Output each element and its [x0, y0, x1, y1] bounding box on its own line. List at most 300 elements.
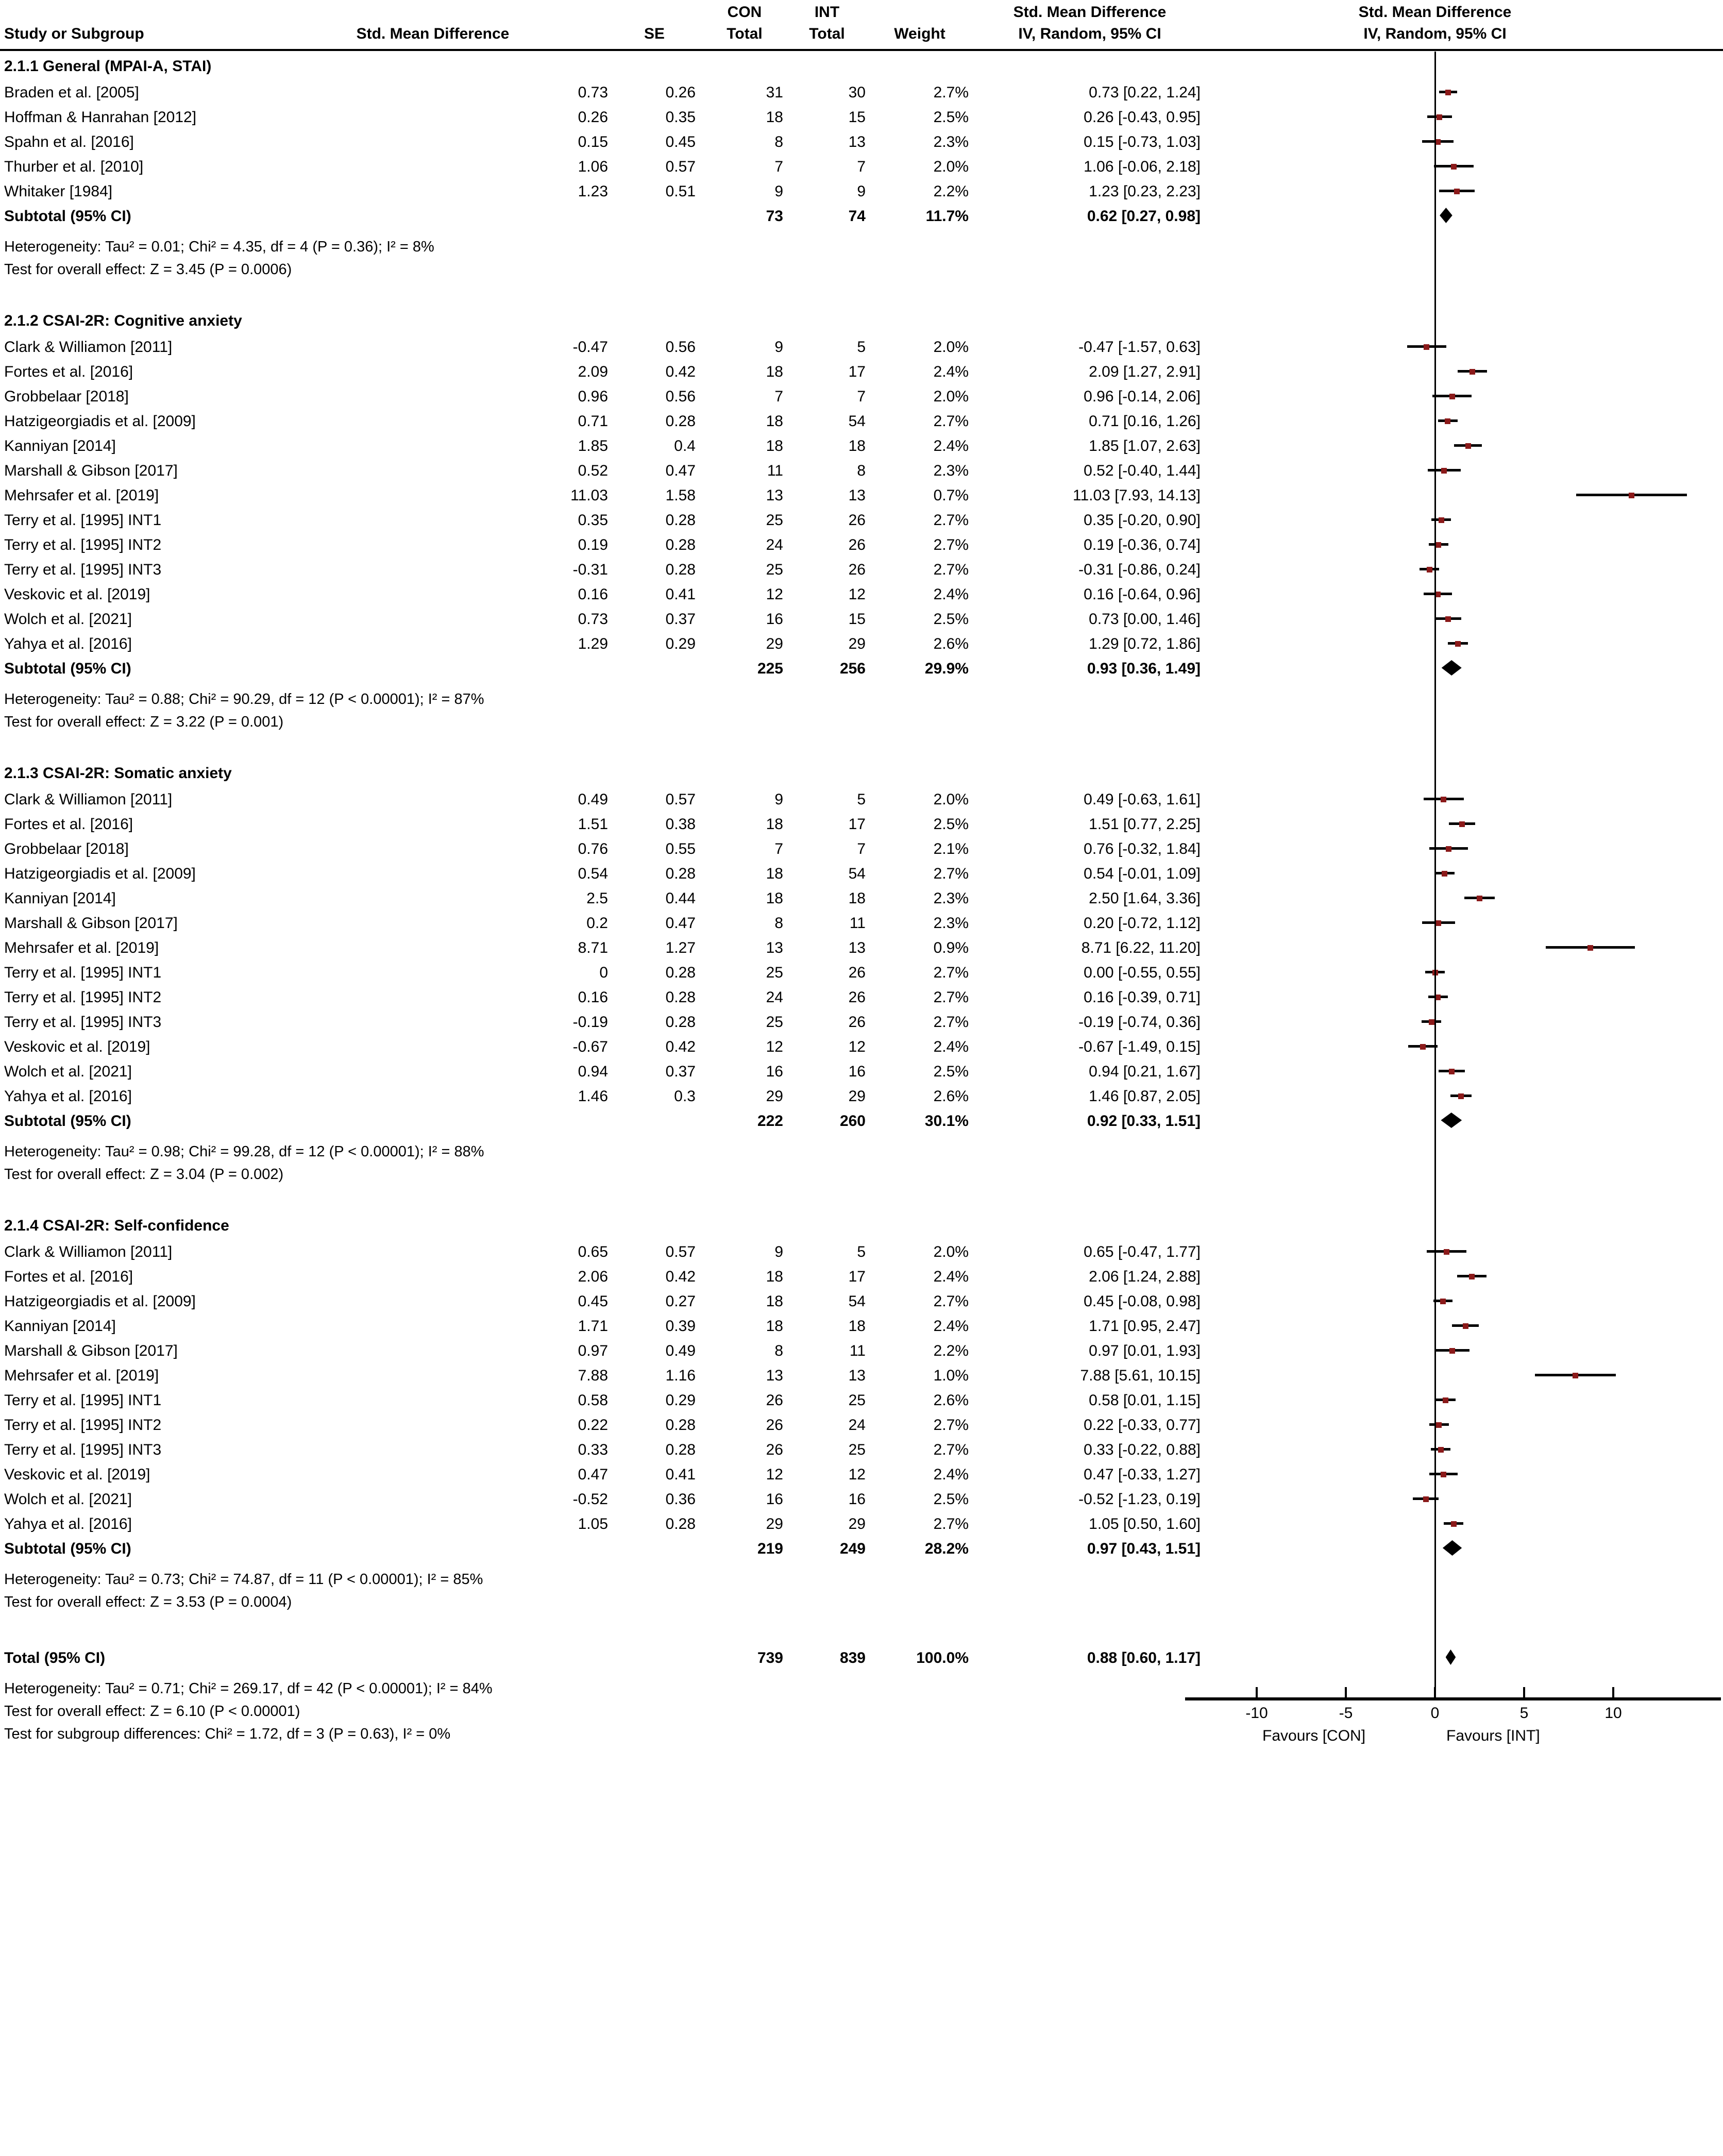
row-int-total: 18 [848, 890, 866, 907]
x-axis-line [1185, 1697, 1721, 1700]
row-weight: 2.0% [933, 388, 969, 405]
confidence-interval-bar [1407, 345, 1446, 348]
row-weight: 2.7% [933, 536, 969, 553]
row-study-name: Hatzigeorgiadis et al. [2009] [4, 413, 196, 430]
x-axis-tick-label: 10 [1604, 1705, 1622, 1722]
row-se: 0.29 [665, 635, 696, 652]
confidence-interval-bar [1435, 617, 1461, 620]
table-row [0, 105, 1206, 130]
confidence-interval-bar [1434, 165, 1474, 167]
row-se: 0.42 [665, 363, 696, 380]
row-study-name: Mehrsafer et al. [2019] [4, 939, 159, 956]
row-int-total: 12 [848, 1466, 866, 1483]
row-smd: 0.49 [578, 791, 608, 808]
confidence-interval-bar [1433, 1300, 1452, 1302]
table-row [0, 130, 1206, 155]
header-study: Study or Subgroup [4, 25, 144, 42]
table-row [0, 179, 1206, 204]
subtotal-row [0, 656, 1206, 681]
row-con-total: 29 [766, 1515, 783, 1532]
row-int-total: 54 [848, 413, 866, 430]
row-smd: 0.65 [578, 1243, 608, 1260]
row-smd: 0.15 [578, 133, 608, 150]
row-study-name: Veskovic et al. [2019] [4, 1038, 150, 1055]
row-study-name: Total (95% CI) [4, 1649, 106, 1666]
row-weight: 30.1% [924, 1113, 969, 1130]
row-ci: 1.71 [0.95, 2.47] [1089, 1318, 1201, 1335]
row-int-total: 25 [848, 1441, 866, 1458]
row-ci: 1.46 [0.87, 2.05] [1089, 1088, 1201, 1105]
row-ci: -0.31 [-0.86, 0.24] [1078, 561, 1201, 578]
row-study-name: Grobbelaar [2018] [4, 840, 129, 857]
table-row [0, 409, 1206, 434]
table-row [0, 812, 1206, 837]
row-ci: 0.94 [0.21, 1.67] [1089, 1063, 1201, 1080]
subtotal-row [0, 1537, 1206, 1561]
null-effect-line [1434, 52, 1436, 1697]
study-effect-marker [1429, 1019, 1434, 1025]
study-effect-marker [1449, 1348, 1455, 1354]
row-se: 0.28 [665, 1417, 696, 1434]
row-study-name: Terry et al. [1995] INT1 [4, 964, 162, 981]
row-weight: 2.0% [933, 158, 969, 175]
row-weight: 2.5% [933, 816, 969, 833]
row-smd: 0.71 [578, 413, 608, 430]
row-con-total: 18 [766, 413, 783, 430]
header-int-total: Total [809, 25, 845, 42]
row-se: 0.28 [665, 865, 696, 882]
row-ci: 0.71 [0.16, 1.26] [1089, 413, 1201, 430]
row-smd: 1.06 [578, 158, 608, 175]
row-weight: 2.7% [933, 84, 969, 101]
row-int-total: 29 [848, 1088, 866, 1105]
row-ci: 0.20 [-0.72, 1.12] [1084, 915, 1201, 932]
confidence-interval-bar [1408, 1045, 1438, 1048]
subgroup-overall-effect: Test for overall effect: Z = 3.04 (P = 0.002) [4, 1166, 284, 1183]
row-study-name: Clark & Williamon [2011] [4, 1243, 173, 1260]
study-effect-marker [1469, 369, 1475, 375]
row-smd: 0.52 [578, 462, 608, 479]
row-ci: 0.54 [-0.01, 1.09] [1084, 865, 1201, 882]
table-row [0, 1413, 1206, 1438]
row-con-total: 9 [774, 339, 783, 356]
table-row [0, 1265, 1206, 1289]
confidence-interval-bar [1429, 1473, 1458, 1475]
study-effect-marker [1463, 1323, 1468, 1329]
row-ci: 0.88 [0.60, 1.17] [1087, 1649, 1201, 1666]
row-se: 0.37 [665, 1063, 696, 1080]
row-int-total: 26 [848, 989, 866, 1006]
row-study-name: Wolch et al. [2021] [4, 611, 132, 628]
row-ci: 11.03 [7.93, 14.13] [1073, 487, 1201, 504]
row-con-total: 26 [766, 1441, 783, 1458]
subtotal-row [0, 1109, 1206, 1134]
row-weight: 11.7% [925, 208, 969, 225]
row-weight: 2.7% [933, 413, 969, 430]
row-ci: 0.15 [-0.73, 1.03] [1084, 133, 1201, 150]
row-con-total: 7 [774, 840, 783, 857]
row-study-name: Clark & Williamon [2011] [4, 339, 173, 356]
confidence-interval-bar [1422, 140, 1454, 143]
row-int-total: 13 [848, 939, 866, 956]
pooled-effect-diamond [1440, 208, 1452, 223]
subgroup-heading-2.1.2: 2.1.2 CSAI-2R: Cognitive anxiety [4, 312, 242, 329]
confidence-interval-bar [1450, 1094, 1472, 1097]
study-effect-marker [1435, 995, 1441, 1000]
row-se: 0.49 [665, 1342, 696, 1359]
row-int-total: 16 [848, 1491, 866, 1508]
row-ci: 2.09 [1.27, 2.91] [1089, 363, 1201, 380]
row-smd: 0.45 [578, 1293, 608, 1310]
confidence-interval-bar [1438, 419, 1458, 422]
table-row [0, 1289, 1206, 1314]
study-effect-marker [1445, 418, 1450, 424]
confidence-interval-bar [1428, 996, 1448, 998]
row-con-total: 8 [774, 1342, 783, 1359]
confidence-interval-bar [1420, 568, 1439, 570]
study-effect-marker [1469, 1274, 1475, 1279]
row-study-name: Thurber et al. [2010] [4, 158, 144, 175]
row-se: 0.27 [665, 1293, 696, 1310]
row-weight: 2.7% [933, 1014, 969, 1031]
row-int-total: 9 [857, 183, 866, 200]
table-row [0, 483, 1206, 508]
row-weight: 2.4% [933, 363, 969, 380]
row-int-total: 260 [839, 1113, 866, 1130]
row-smd: 0.58 [578, 1392, 608, 1409]
row-ci: 1.23 [0.23, 2.23] [1089, 183, 1201, 200]
confidence-interval-bar [1435, 1399, 1455, 1401]
row-con-total: 18 [766, 109, 783, 126]
row-int-total: 256 [839, 660, 866, 677]
row-se: 0.28 [665, 561, 696, 578]
row-ci: 0.47 [-0.33, 1.27] [1084, 1466, 1201, 1483]
table-row [0, 985, 1206, 1010]
row-weight: 2.5% [933, 109, 969, 126]
row-smd: 0.96 [578, 388, 608, 405]
x-axis-tick [1434, 1687, 1436, 1700]
row-ci: 0.16 [-0.64, 0.96] [1084, 586, 1201, 603]
row-int-total: 30 [848, 84, 866, 101]
row-weight: 2.3% [933, 462, 969, 479]
study-effect-marker [1432, 970, 1438, 975]
row-ci: 0.92 [0.33, 1.51] [1087, 1113, 1201, 1130]
row-ci: 1.29 [0.72, 1.86] [1089, 635, 1201, 652]
row-ci: 0.52 [-0.40, 1.44] [1084, 462, 1201, 479]
header-se: SE [644, 25, 665, 42]
row-study-name: Subtotal (95% CI) [4, 1113, 131, 1130]
row-int-total: 7 [857, 388, 866, 405]
row-int-total: 26 [848, 964, 866, 981]
row-study-name: Kanniyan [2014] [4, 1318, 116, 1335]
study-effect-marker [1445, 616, 1451, 622]
confidence-interval-bar [1444, 1522, 1463, 1525]
table-row [0, 911, 1206, 936]
row-se: 0.51 [665, 183, 696, 200]
row-weight: 2.4% [933, 1466, 969, 1483]
study-effect-marker [1443, 1397, 1448, 1403]
row-se: 0.57 [665, 791, 696, 808]
row-con-total: 25 [766, 512, 783, 529]
row-weight: 2.0% [933, 791, 969, 808]
row-se: 1.27 [665, 939, 696, 956]
row-smd: 1.29 [578, 635, 608, 652]
row-ci: 0.49 [-0.63, 1.61] [1084, 791, 1201, 808]
confidence-interval-bar [1458, 370, 1487, 373]
x-axis-tick [1612, 1687, 1614, 1700]
confidence-interval-bar [1425, 971, 1445, 973]
row-con-total: 18 [766, 1318, 783, 1335]
table-row [0, 1035, 1206, 1059]
row-se: 0.26 [665, 84, 696, 101]
row-smd: 1.71 [578, 1318, 608, 1335]
row-con-total: 18 [766, 1268, 783, 1285]
row-weight: 2.3% [933, 890, 969, 907]
subgroup-differences: Test for subgroup differences: Chi² = 1.72, df = 3 (P = 0.63), I² = 0% [4, 1726, 451, 1742]
confidence-interval-bar [1429, 1423, 1449, 1426]
row-weight: 2.4% [933, 437, 969, 454]
confidence-interval-bar [1439, 1070, 1465, 1072]
row-weight: 2.4% [933, 1268, 969, 1285]
row-study-name: Whitaker [1984] [4, 183, 113, 200]
row-weight: 2.6% [933, 1088, 969, 1105]
row-smd: -0.52 [572, 1491, 608, 1508]
row-weight: 2.4% [933, 1318, 969, 1335]
row-se: 0.38 [665, 816, 696, 833]
row-con-total: 16 [766, 1063, 783, 1080]
row-weight: 2.7% [933, 1417, 969, 1434]
study-effect-marker [1459, 821, 1465, 827]
confidence-interval-bar [1435, 872, 1455, 874]
row-study-name: Spahn et al. [2016] [4, 133, 134, 150]
favours-control-label: Favours [CON] [1262, 1727, 1366, 1744]
row-con-total: 24 [766, 536, 783, 553]
row-study-name: Subtotal (95% CI) [4, 208, 131, 225]
confidence-interval-bar [1413, 1497, 1438, 1500]
subgroup-overall-effect: Test for overall effect: Z = 3.22 (P = 0.001) [4, 714, 284, 730]
row-ci: 0.97 [0.43, 1.51] [1087, 1540, 1201, 1557]
row-int-total: 54 [848, 1293, 866, 1310]
row-smd: 0.16 [578, 586, 608, 603]
table-row [0, 1240, 1206, 1265]
row-int-total: 5 [857, 1243, 866, 1260]
row-se: 0.37 [665, 611, 696, 628]
row-con-total: 739 [757, 1649, 783, 1666]
row-int-total: 7 [857, 158, 866, 175]
row-se: 0.28 [665, 964, 696, 981]
row-se: 1.16 [665, 1367, 696, 1384]
row-ci: 1.51 [0.77, 2.25] [1089, 816, 1201, 833]
row-int-total: 5 [857, 791, 866, 808]
row-con-total: 16 [766, 1491, 783, 1508]
row-ci: -0.19 [-0.74, 0.36] [1078, 1014, 1201, 1031]
table-row [0, 1462, 1206, 1487]
row-con-total: 8 [774, 133, 783, 150]
row-ci: 0.97 [0.01, 1.93] [1089, 1342, 1201, 1359]
row-ci: 8.71 [6.22, 11.20] [1081, 939, 1201, 956]
total-row [0, 1646, 1206, 1671]
row-con-total: 18 [766, 1293, 783, 1310]
row-se: 0.57 [665, 1243, 696, 1260]
row-study-name: Clark & Williamon [2011] [4, 791, 173, 808]
row-se: 0.29 [665, 1392, 696, 1409]
row-se: 0.41 [665, 586, 696, 603]
row-ci: 0.76 [-0.32, 1.84] [1084, 840, 1201, 857]
row-weight: 2.7% [933, 989, 969, 1006]
table-row [0, 80, 1206, 105]
confidence-interval-bar [1448, 642, 1468, 645]
pooled-effect-diamond [1442, 660, 1462, 676]
header-ci-title: Std. Mean Difference [1013, 4, 1167, 21]
row-weight: 2.6% [933, 1392, 969, 1409]
table-row [0, 886, 1206, 911]
row-smd: 1.05 [578, 1515, 608, 1532]
row-con-total: 24 [766, 989, 783, 1006]
row-smd: 2.5 [586, 890, 608, 907]
row-study-name: Fortes et al. [2016] [4, 816, 133, 833]
confidence-interval-bar [1439, 190, 1475, 192]
row-ci: 1.06 [-0.06, 2.18] [1084, 158, 1201, 175]
row-se: 0.45 [665, 133, 696, 150]
subgroup-heterogeneity: Heterogeneity: Tau² = 0.98; Chi² = 99.28, df = 12 (P < 0.00001); I² = 88% [4, 1143, 484, 1160]
row-smd: 0.26 [578, 109, 608, 126]
row-ci: 0.00 [-0.55, 0.55] [1084, 964, 1201, 981]
row-smd: 0.97 [578, 1342, 608, 1359]
confidence-interval-bar [1431, 1448, 1450, 1451]
row-ci: 0.65 [-0.47, 1.77] [1084, 1243, 1201, 1260]
row-smd: -0.19 [572, 1014, 608, 1031]
row-se: 1.58 [665, 487, 696, 504]
row-se: 0.28 [665, 413, 696, 430]
row-ci: 0.73 [0.22, 1.24] [1089, 84, 1201, 101]
row-int-total: 13 [848, 133, 866, 150]
row-weight: 2.5% [933, 1063, 969, 1080]
row-ci: -0.47 [-1.57, 0.63] [1078, 339, 1201, 356]
table-row [0, 607, 1206, 632]
confidence-interval-bar [1546, 946, 1634, 949]
study-effect-marker [1445, 90, 1451, 95]
row-weight: 2.3% [933, 133, 969, 150]
study-effect-marker [1441, 468, 1447, 474]
row-smd: 0.19 [578, 536, 608, 553]
row-con-total: 13 [766, 939, 783, 956]
row-smd: 0.2 [586, 915, 608, 932]
study-effect-marker [1449, 394, 1455, 399]
confidence-interval-bar [1435, 1349, 1469, 1352]
confidence-interval-bar [1464, 897, 1495, 899]
row-smd: 1.23 [578, 183, 608, 200]
row-study-name: Hatzigeorgiadis et al. [2009] [4, 1293, 196, 1310]
row-int-total: 26 [848, 1014, 866, 1031]
row-study-name: Terry et al. [1995] INT3 [4, 1014, 162, 1031]
table-row [0, 558, 1206, 582]
table-row [0, 1339, 1206, 1363]
row-smd: -0.47 [572, 339, 608, 356]
row-se: 0.39 [665, 1318, 696, 1335]
row-int-total: 15 [848, 109, 866, 126]
row-smd: 1.51 [578, 816, 608, 833]
confidence-interval-bar [1432, 395, 1472, 397]
row-con-total: 9 [774, 791, 783, 808]
row-con-total: 16 [766, 611, 783, 628]
row-ci: 7.88 [5.61, 10.15] [1080, 1367, 1201, 1384]
row-ci: -0.67 [-1.49, 0.15] [1078, 1038, 1201, 1055]
study-effect-marker [1573, 1373, 1578, 1378]
confidence-interval-bar [1439, 91, 1457, 93]
row-ci: 0.45 [-0.08, 0.98] [1084, 1293, 1201, 1310]
row-int-total: 15 [848, 611, 866, 628]
confidence-interval-bar [1427, 1250, 1467, 1253]
row-con-total: 13 [766, 487, 783, 504]
study-effect-marker [1420, 1044, 1426, 1050]
row-weight: 100.0% [916, 1649, 969, 1666]
study-effect-marker [1477, 896, 1482, 901]
row-se: 0.47 [665, 462, 696, 479]
row-int-total: 11 [849, 1342, 866, 1359]
row-study-name: Wolch et al. [2021] [4, 1063, 132, 1080]
row-int-total: 25 [848, 1392, 866, 1409]
row-int-total: 5 [857, 339, 866, 356]
table-row [0, 1487, 1206, 1512]
row-int-total: 17 [848, 363, 866, 380]
row-weight: 2.3% [933, 915, 969, 932]
row-int-total: 26 [848, 512, 866, 529]
row-smd: -0.67 [572, 1038, 608, 1055]
row-int-total: 18 [848, 1318, 866, 1335]
study-effect-marker [1435, 592, 1441, 597]
table-row [0, 936, 1206, 961]
pooled-effect-diamond [1446, 1649, 1456, 1665]
study-effect-marker [1441, 1472, 1446, 1477]
row-weight: 2.6% [933, 635, 969, 652]
row-smd: 1.46 [578, 1088, 608, 1105]
table-row [0, 787, 1206, 812]
row-study-name: Grobbelaar [2018] [4, 388, 129, 405]
table-row [0, 1010, 1206, 1035]
table-row [0, 533, 1206, 558]
x-axis-tick [1345, 1687, 1347, 1700]
row-int-total: 13 [848, 487, 866, 504]
confidence-interval-bar [1429, 543, 1448, 546]
study-effect-marker [1435, 920, 1441, 926]
header-smd: Std. Mean Difference [356, 25, 510, 42]
table-row [0, 582, 1206, 607]
x-axis-tick-label: 5 [1519, 1705, 1529, 1722]
row-ci: 1.85 [1.07, 2.63] [1089, 437, 1201, 454]
study-effect-marker [1465, 443, 1471, 449]
row-smd: 0.76 [578, 840, 608, 857]
table-row [0, 1388, 1206, 1413]
row-con-total: 25 [766, 1014, 783, 1031]
row-int-total: 12 [848, 1038, 866, 1055]
confidence-interval-bar [1457, 1275, 1486, 1277]
row-smd: 0.73 [578, 84, 608, 101]
confidence-interval-bar [1431, 518, 1451, 521]
confidence-interval-bar [1424, 593, 1452, 595]
row-con-total: 73 [766, 208, 783, 225]
table-row [0, 360, 1206, 384]
row-se: 0.55 [665, 840, 696, 857]
row-int-total: 29 [848, 635, 866, 652]
header-plot-method: IV, Random, 95% CI [1363, 25, 1507, 42]
row-ci: 0.62 [0.27, 0.98] [1087, 208, 1201, 225]
row-weight: 2.7% [933, 964, 969, 981]
study-effect-marker [1423, 1496, 1429, 1502]
table-row [0, 1512, 1206, 1537]
header-int-group: INT [814, 4, 840, 21]
total-overall-effect: Test for overall effect: Z = 6.10 (P < 0.00001) [4, 1703, 300, 1720]
row-study-name: Fortes et al. [2016] [4, 363, 133, 380]
